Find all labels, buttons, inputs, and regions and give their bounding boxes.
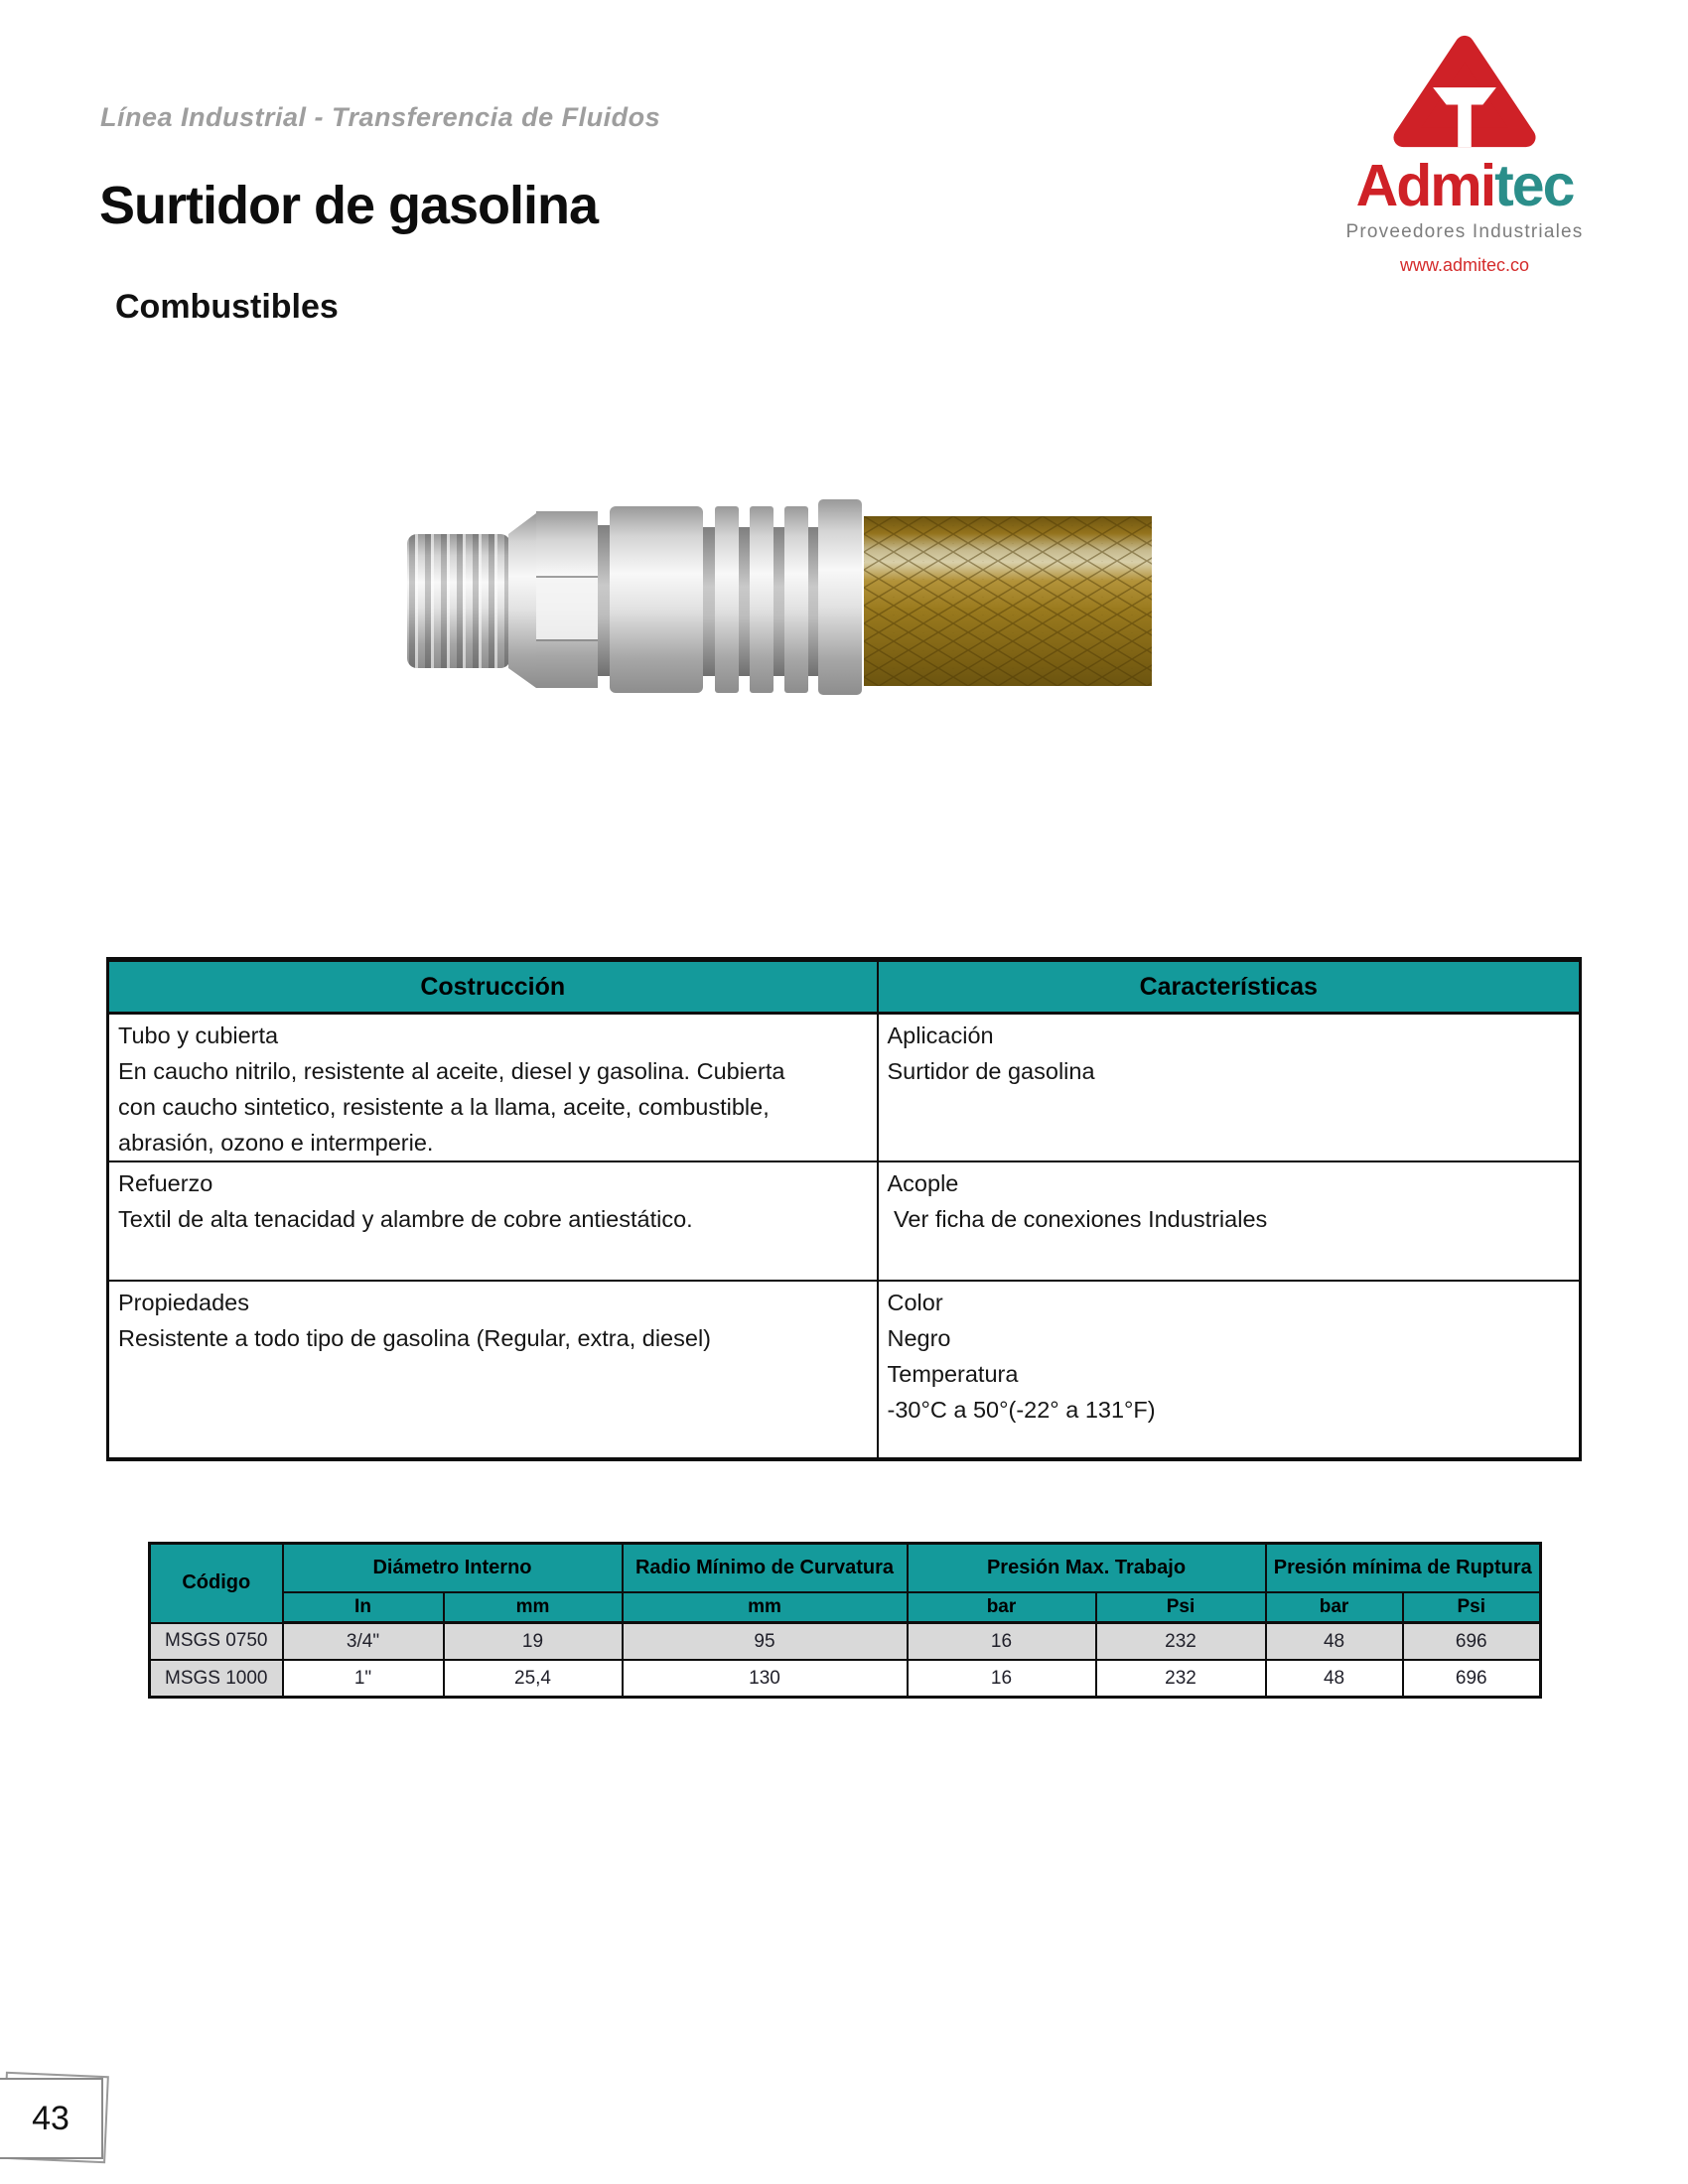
spec-row [150, 1660, 1541, 1698]
spec-header-radio-minimo: Radio Mínimo de Curvatura [623, 1544, 908, 1593]
spec-header-diametro-interno: Diámetro Interno [283, 1544, 623, 1593]
text-line: Aplicación [887, 1023, 994, 1048]
coupling-and-hose-graphic [298, 489, 1152, 703]
triangle-t-icon [1391, 34, 1538, 149]
spec-cell: 19 [444, 1623, 623, 1661]
spec-subheader-bar1: bar [908, 1592, 1096, 1623]
spec-subheader-in: In [283, 1592, 444, 1623]
spec-cell: 48 [1266, 1623, 1403, 1661]
brand-logo [1321, 34, 1609, 276]
spec-header-sub-row [150, 1592, 1541, 1623]
spec-cell: 130 [623, 1660, 908, 1698]
cell-tubo-y-cubierta [108, 1014, 878, 1162]
spec-row [150, 1623, 1541, 1661]
construction-header-right: Características [878, 960, 1581, 1014]
text-line: Color [887, 1290, 943, 1315]
text-line: Resistente a todo tipo de gasolina (Regular, extra, diesel) [118, 1325, 711, 1351]
spec-subheader-psi2: Psi [1403, 1592, 1541, 1623]
cell-refuerzo [108, 1161, 878, 1281]
spec-cell: 1" [283, 1660, 444, 1698]
brand-name [1321, 153, 1609, 218]
text-line: Negro [887, 1325, 951, 1351]
page-number: 43 [32, 2099, 70, 2137]
cell-acople [878, 1161, 1581, 1281]
spec-subheader-bar2: bar [1266, 1592, 1403, 1623]
text-line: Refuerzo [118, 1170, 213, 1196]
spec-cell: 232 [1096, 1660, 1266, 1698]
construction-header-left: Costrucción [108, 960, 878, 1014]
text-line: Ver ficha de conexiones Industriales [887, 1206, 1268, 1232]
spec-header-presion-trabajo: Presión Max. Trabajo [908, 1544, 1266, 1593]
spec-subheader-psi1: Psi [1096, 1592, 1266, 1623]
text-line: Textil de alta tenacidad y alambre de cobre antiestático. [118, 1206, 693, 1232]
spec-cell: MSGS 0750 [150, 1623, 283, 1661]
text-line: Surtidor de gasolina [887, 1058, 1095, 1084]
spec-cell: 232 [1096, 1623, 1266, 1661]
brand-name-teal: tec [1494, 153, 1574, 218]
subtitle: Combustibles [115, 288, 339, 326]
spec-cell: 696 [1403, 1660, 1541, 1698]
product-image [298, 489, 1152, 703]
spec-cell: 16 [908, 1623, 1096, 1661]
construction-header-row [108, 960, 1581, 1014]
page-number-box [0, 2070, 111, 2165]
spec-table [148, 1542, 1542, 1699]
text-line: -30°C a 50°(-22° a 131°F) [887, 1397, 1156, 1423]
spec-cell: MSGS 1000 [150, 1660, 283, 1698]
spec-cell: 696 [1403, 1623, 1541, 1661]
construction-row-2 [108, 1161, 1581, 1281]
page-title: Surtidor de gasolina [99, 176, 599, 235]
spec-subheader-mm1: mm [444, 1592, 623, 1623]
brand-tagline: Proveedores Industriales [1345, 221, 1584, 242]
spec-cell: 95 [623, 1623, 908, 1661]
construction-row-3 [108, 1281, 1581, 1459]
text-line: Temperatura [887, 1361, 1019, 1387]
text-line: Tubo y cubierta [118, 1023, 279, 1048]
text-line: Propiedades [118, 1290, 249, 1315]
spec-cell: 3/4" [283, 1623, 444, 1661]
spec-cell: 16 [908, 1660, 1096, 1698]
text-line: abrasión, ozono e intermperie. [118, 1130, 434, 1156]
spec-cell: 25,4 [444, 1660, 623, 1698]
cell-aplicacion [878, 1014, 1581, 1162]
text-line: Acople [887, 1170, 959, 1196]
brand-website: www.admitec.co [1399, 255, 1530, 275]
spec-header-codigo: Código [150, 1544, 283, 1623]
text-line: con caucho sintetico, resistente a la llama, aceite, combustible, [118, 1094, 770, 1120]
cell-propiedades [108, 1281, 878, 1459]
text-line: En caucho nitrilo, resistente al aceite, diesel y gasolina. Cubierta [118, 1058, 785, 1084]
spec-subheader-mm2: mm [623, 1592, 908, 1623]
spec-header-group-row [150, 1544, 1541, 1593]
cell-color-temperatura [878, 1281, 1581, 1459]
spec-table-body [150, 1623, 1541, 1698]
series-label: Línea Industrial - Transferencia de Fluidos [100, 102, 661, 132]
construction-table [106, 957, 1582, 1461]
spec-cell: 48 [1266, 1660, 1403, 1698]
page-number-frame [0, 2078, 103, 2159]
brand-name-red: Admi [1355, 153, 1495, 218]
spec-header-presion-ruptura: Presión mínima de Ruptura [1266, 1544, 1541, 1593]
construction-row-1 [108, 1014, 1581, 1162]
